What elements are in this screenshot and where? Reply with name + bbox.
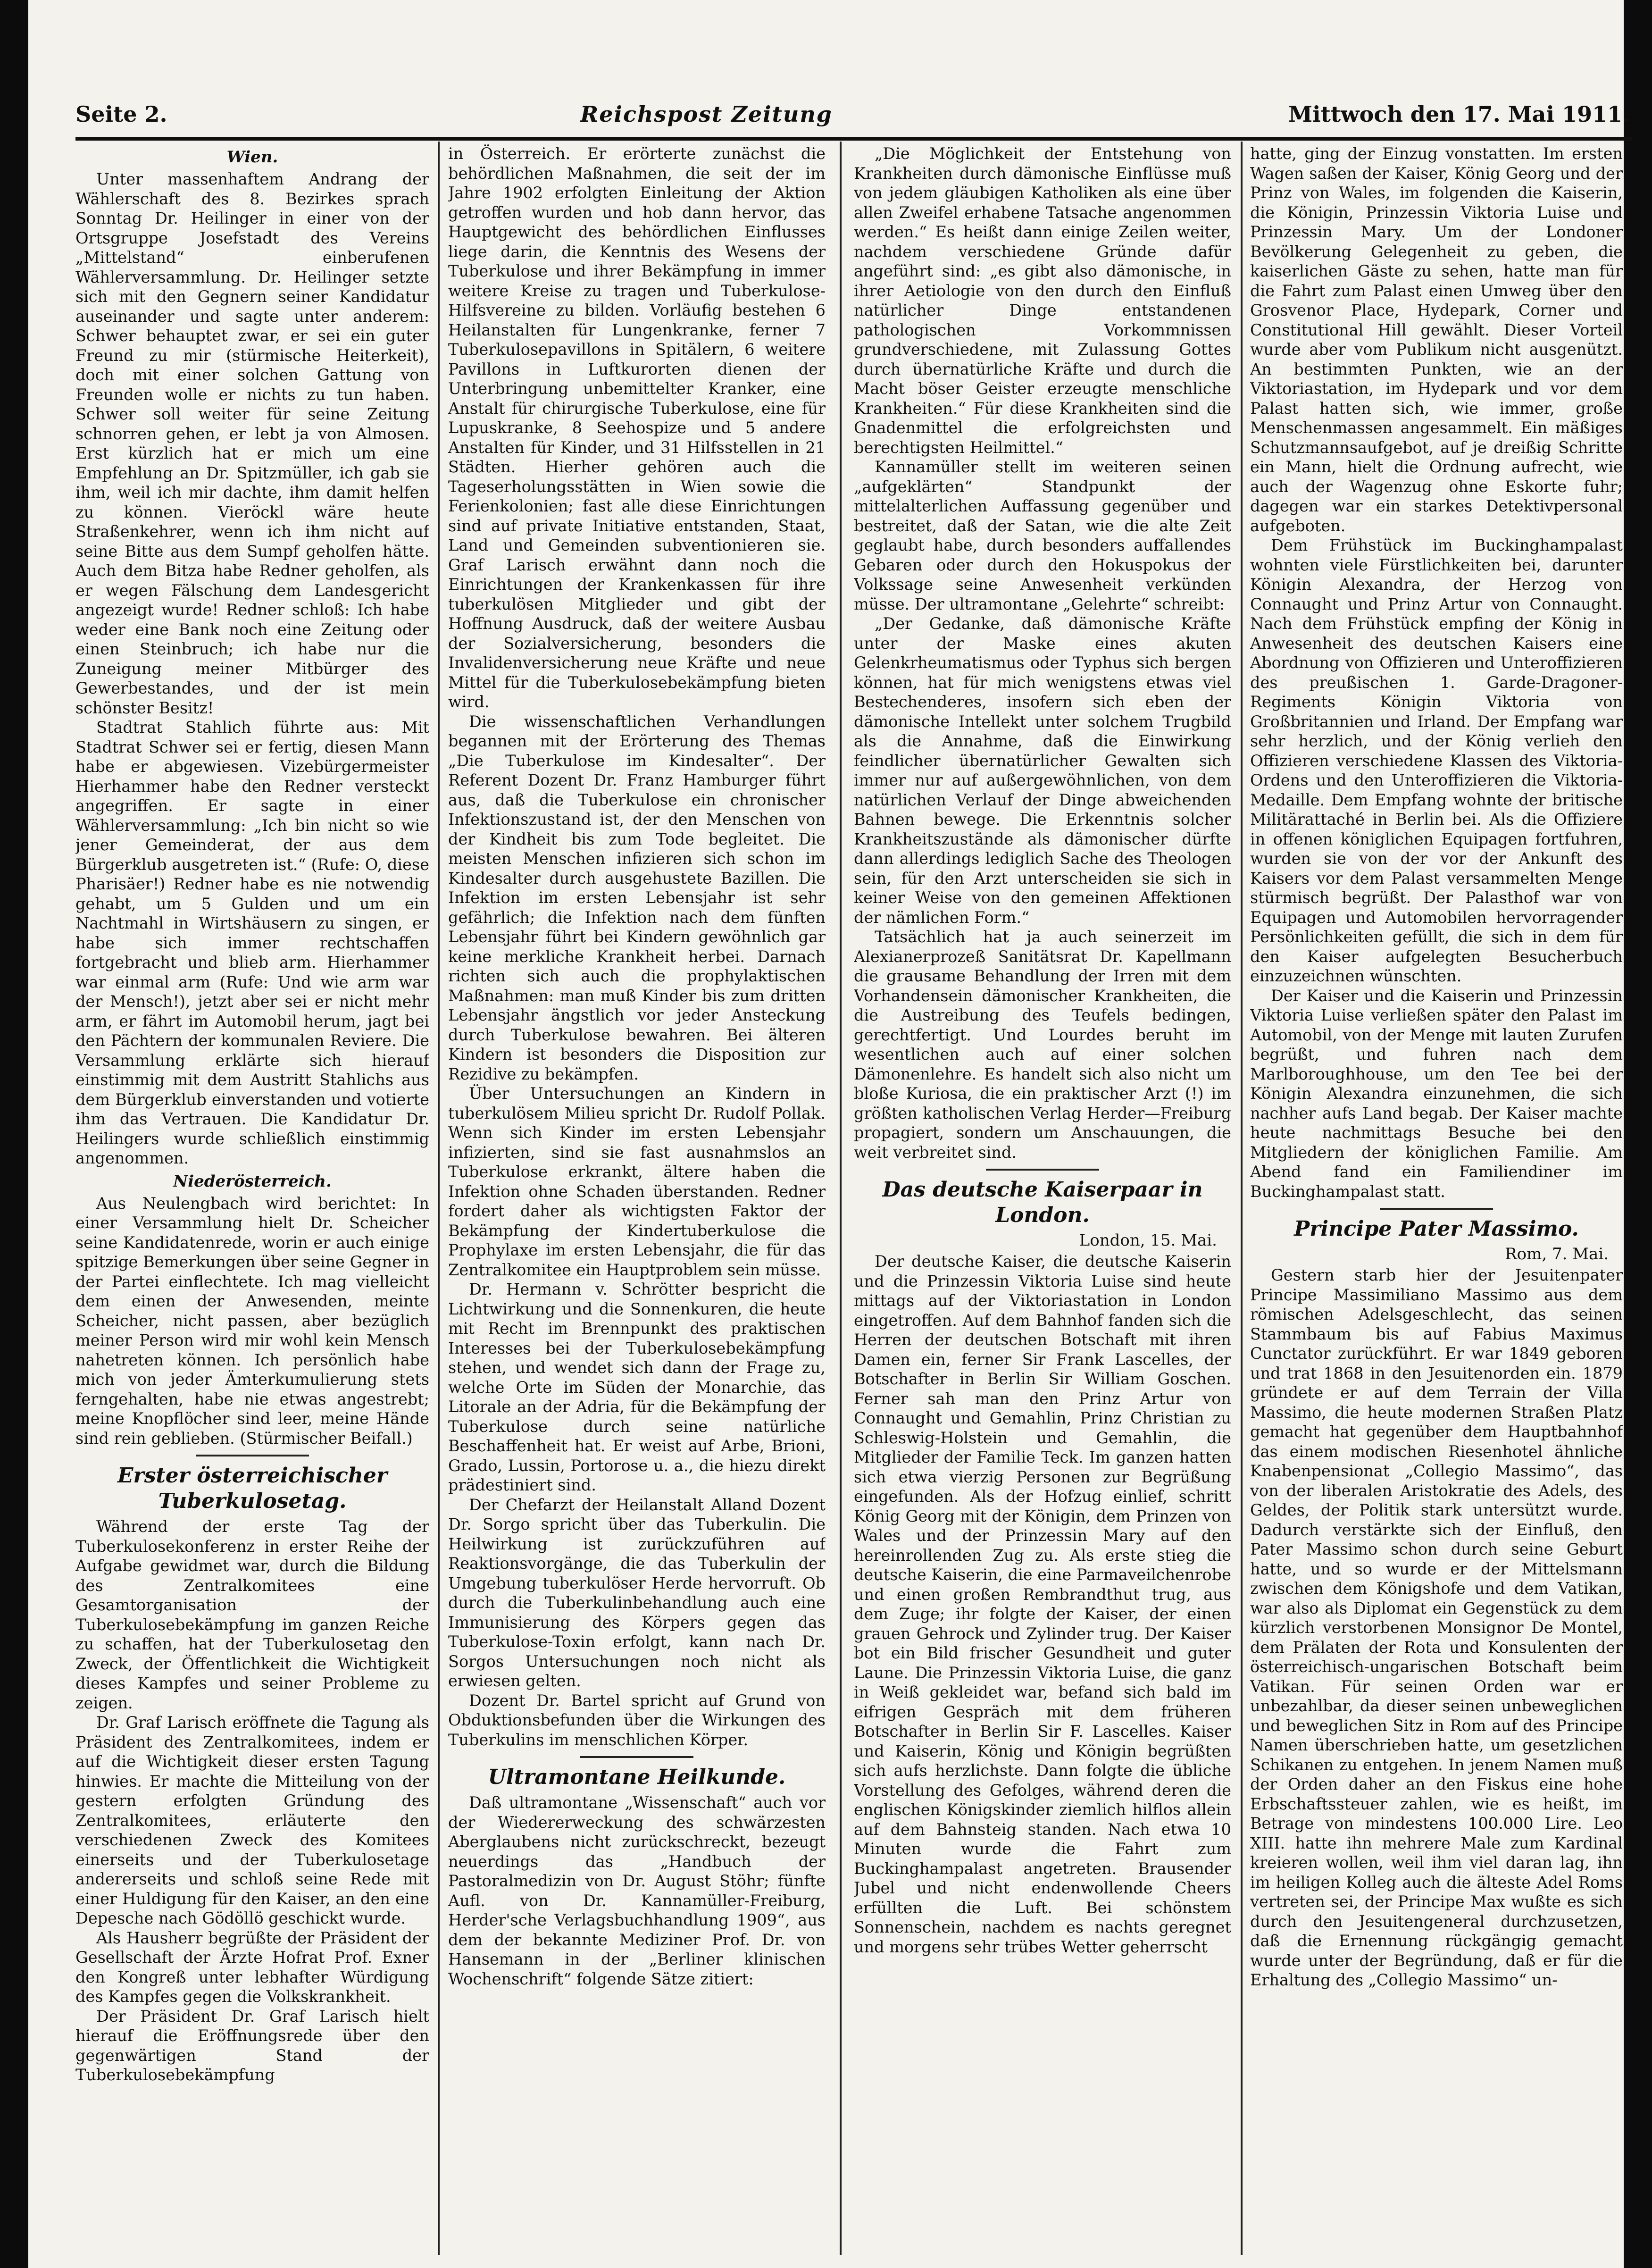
paragraph: Aus Neulengbach wird berichtet: In einer Versammlung hielt Dr. Scheicher seine Kandidatenrede, worin er auch einige spitzige Bemerkungen über seine Gegner in der Partei einflechtete. Ich mag vielleicht dem einen der Anwesenden, meinte Scheicher, nicht passen, aber bezüglich meiner Person wird mir wohl kein Mensch nahetreten können. Ich persönlich habe mich von jeder Ämterkumulierung stets ferngehalten, habe nie etwas angestrebt; meine Knopflöcher sind leer, meine Hände sind rein geblieben. (Stürmischer Beifall.) (75, 1194, 429, 1448)
paragraph: Unter massenhaftem Andrang der Wählerschaft des 8. Bezirkes sprach Sonntag Dr. Heilinger in einer von der Ortsgruppe Josefstadt des Vereins „Mittelstand“ einberufenen Wählerversammlung. Dr. Heilinger setzte sich mit den Gegnern seiner Kandidatur auseinander und sagte unter anderem: Schwer behauptet zwar, er sei ein guter Freund zu mir (stürmische Heiterkeit), doch mit einer solchen Gattung von Freunden wolle er nichts zu tun haben. Schwer soll weiter für seine Zeitung schnorren gehen, er lebt ja von Almosen. Erst kürzlich hat er mich um eine Empfehlung an Dr. Spitzmüller, ich gab sie ihm, weil ich mir dachte, ihm damit helfen zu können. Vieröckl wäre heute Straßenkehrer, wenn ich ihm nicht auf seine Bitte aus dem Sumpf geholfen hätte. Auch dem Bitza habe Redner geholfen, als er wegen Fälschung dem Landesgericht angezeigt wurde! Redner schloß: Ich habe weder eine Bank noch eine Zeitung oder einen Steinbruch; ich habe nur die Zuneigung meiner Mitbürger des Gewerbestandes, und der ist mein schönster Besitz! (75, 170, 429, 717)
page-number: Seite 2. (75, 101, 167, 127)
paragraph: Der Kaiser und die Kaiserin und Prinzessin Viktoria Luise verließen später den Palast im Automobil, von der Menge mit lauten Zurufen begrüßt, und fuhren nach dem Marlboroughhouse, um den Tee bei der Königin Alexandra einzunehmen, die sich nachher aufs Land begab. Der Kaiser machte heute nachmittags Besuche bei den Mitgliedern der königlichen Familie. Am Abend fand ein Familiendiner im Buckinghampalast statt. (1250, 986, 1623, 1201)
divider (580, 1756, 693, 1758)
column-2 (448, 144, 826, 2258)
issue-date: Mittwoch den 17. Mai 1911. (1288, 101, 1630, 127)
scan-border-right (1624, 0, 1652, 2268)
article-headline: Ultramontane Heilkunde. (488, 1765, 786, 1789)
paragraph: in Österreich. Er erörterte zunächst die behördlichen Maßnahmen, die seit der im Jahre 1902 erfolgten Einleitung der Aktion getroffen wurden und hob dann hervor, das Hauptgewicht des behördlichen Einflusses liege darin, die Kenntnis des Wesens der Tuberkulose und ihrer Bekämpfung in immer weitere Kreise zu tragen und Tuberkulose-Hilfsvereine zu bilden. Vorläufig bestehen 6 Heilanstalten für Lungenkranke, ferner 7 Tuberkulosepavillons in Spitälern, 6 weitere Pavillons in Luftkurorten dienen der Unterbringung unbemittelter Kranker, eine Anstalt für chirurgische Tuberkulose, eine für Lupuskranke, 8 Seehospize und 5 andere Anstalten für Kinder, und 31 Hilfsstellen in 21 Städten. Hierher gehören auch die Tageserholungsstätten in Wien sowie die Ferienkolonien; fast alle diese Einrichtungen sind auf private Initiative entstanden, Staat, Land und Gemeinden subventionieren sie. Graf Larisch erwähnt dann noch die Einrichtungen der Krankenkassen für ihre tuberkulösen Mitglieder und gibt der Hoffnung Ausdruck, daß der weitere Ausbau der Sozialversicherung, besonders die Invalidenversicherung neue Kräfte und neue Mittel für die Tuberkulosebekämpfung bieten wird. (448, 144, 826, 711)
page-header (75, 101, 1630, 139)
paragraph: Während der erste Tag der Tuberkulosekonferenz in erster Reihe der Aufgabe gewidmet war, durch die Bildung des Zentralkomitees eine Gesamtorganisation der Tuberkulosebekämpfung im ganzen Reiche zu schaffen, hat der Tuberkulosetag den Zweck, der Öffentlichkeit die Wichtigkeit dieses Kampfes und seiner Probleme zu zeigen. (75, 1517, 429, 1712)
column-rule (840, 142, 842, 2255)
paragraph: Als Hausherr begrüßte der Präsident der Gesellschaft der Ärzte Hofrat Prof. Exner den Kongreß unter lebhafter Würdigung des Kampfes gegen die Volkskrankheit. (75, 1928, 429, 2006)
paragraph: Die wissenschaftlichen Verhandlungen begannen mit der Erörterung des Themas „Die Tuberkulose im Kindesalter“. Der Referent Dozent Dr. Franz Hamburger führt aus, daß die Tuberkulose ein chronischer Infektionszustand ist, der den Menschen von der Kindheit bis zum Tode begleitet. Die meisten Menschen infizieren sich schon im Kindesalter durch ausgehustete Bazillen. Die Infektion im ersten Lebensjahr ist sehr gefährlich; die Infektion nach dem fünften Lebensjahr führt bei Kindern gewöhnlich gar keine merkliche Krankheit herbei. Darnach richten sich auch die prophylaktischen Maßnahmen: man muß Kinder bis zum dritten Lebensjahr ängstlich vor jeder Ansteckung durch Tuberkulose bewahren. Bei älteren Kindern ist besonders die Disposition zur Rezidive zu bekämpfen. (448, 712, 826, 1083)
column-rule (1241, 142, 1243, 2255)
article-headline: Principe Pater Massimo. (1294, 1217, 1579, 1241)
dateline: London, 15. Mai. (1079, 1231, 1217, 1250)
paragraph: Der Chefarzt der Heilanstalt Alland Dozent Dr. Sorgo spricht über das Tuberkulin. Die Heilwirkung ist zurückzuführen auf Reaktionsvorgänge, die das Tuberkulin der Umgebung tuberkulöser Herde hervorruft. Ob durch die Tuberkulinbehandlung auch eine Immunisierung des Körpers gegen das Tuberkulose-Toxin erfolgt, kann nach Dr. Sorgos Untersuchungen noch nicht als erwiesen gelten. (448, 1495, 826, 1690)
paragraph: Dozent Dr. Bartel spricht auf Grund von Obduktionsbefunden über die Wirkungen des Tuberkulins im menschlichen Körper. (448, 1691, 826, 1749)
paragraph: „Der Gedanke, daß dämonische Kräfte unter der Maske eines akuten Gelenkrheumatismus oder Typhus sich bergen können, hat für mich wenigstens etwas viel Bestechenderes, insofern sich eben der dämonische Intellekt unter solchem Trugbild als die Annahme, daß die Einwirkung feindlicher übernatürlicher Gewalten sich immer nur auf außergewöhnlichen, von dem natürlichen Verlauf der Dinge abweichenden Bahnen bewege. Die Erkenntnis solcher Krankheitszustände als dämonischer dürfte dann allerdings lediglich Sache des Theologen sein, für den Arzt unterscheiden sie sich in keiner Weise von den gemeinen Affektionen der nämlichen Form.“ (854, 614, 1231, 927)
divider (196, 1455, 309, 1456)
article-headline: Das deutsche Kaiserpaar in London. (882, 1178, 1203, 1227)
article-headline: Erster österreichischer Tuberkulosetag. (117, 1464, 388, 1513)
dateline: Rom, 7. Mai. (1505, 1245, 1609, 1264)
paragraph: Über Untersuchungen an Kindern in tuberkulösem Milieu spricht Dr. Rudolf Pollak. Wenn sich Kinder im ersten Lebensjahr infizierten, sind sie fast ausnahmslos an Tuberkulose erkrankt, ältere haben die Infektion ohne Schaden überstanden. Redner fordert daher als wichtigsten Faktor der Bekämpfung der Kindertuberkulose die Prophylaxe im ersten Lebensjahr, die für das Zentralkomitee ein Hauptproblem sein müsse. (448, 1084, 826, 1279)
column-rule (438, 142, 440, 2255)
paragraph: Stadtrat Stahlich führte aus: Mit Stadtrat Schwer sei er fertig, diesen Mann habe er abgewiesen. Vizebürgermeister Hierhammer habe den Redner versteckt angegriffen. Er sagte in einer Wählerversammlung: „Ich bin nicht so wie jener Gemeinderat, der aus dem Bürgerklub ausgetreten ist.“ (Rufe: O, diese Pharisäer!) Redner habe es nie notwendig gehabt, um 5 Gulden und um ein Nachtmahl in Wirtshäusern zu singen, er habe sich immer rechtschaffen fortgebracht und blieb arm. Hierhammer war einmal arm (Rufe: Und wie arm war der Mensch!), jetzt aber sei er nicht mehr arm, er fährt im Automobil herum, jagt bei den Pächtern der kommunalen Reviere. Die Versammlung erklärte sich hierauf einstimmig mit dem Austritt Stahlichs aus dem Bürgerklub einverstanden und votierte ihm das Vertrauen. Die Kandidatur Dr. Heilingers wurde schließlich einstimmig angenommen. (75, 718, 429, 1167)
divider (986, 1169, 1099, 1171)
divider (1380, 1208, 1493, 1210)
section-heading: Wien. (226, 148, 278, 167)
paragraph: Der Präsident Dr. Graf Larisch hielt hierauf die Eröffnungsrede über den gegenwärtigen Stand der Tuberkulosebekämpfung (75, 2007, 429, 2084)
column-3 (854, 144, 1231, 2258)
paragraph: Gestern starb hier der Jesuitenpater Principe Massimiliano Massimo aus dem römischen Adelsgeschlecht, das seinen Stammbaum bis auf Fabius Maximus Cunctator zurückführt. Er war 1849 geboren und trat 1868 in den Jesuitenorden ein. 1879 gründete er auf dem Terrain der Villa Massimo, die heute modernen Straßen Platz gemacht hat gegenüber dem Hauptbahnhof das einem modischen Riesenhotel ähnliche Knabenpensionat „Collegio Massimo“, das von der liberalen Aristokratie des Adels, des Geldes, der Politik stark untersützt wurde. Dadurch verstärkte sich der Einfluß, den Pater Massimo schon durch seine Geburt hatte, und so wurde er der Mittelsmann zwischen dem Königshofe und dem Vatikan, war also als Diplomat ein Gegenstück zu dem kürzlich verstorbenen Monsignor De Montel, dem Prälaten der Rota und Konsulenten der österreichisch-ungarischen Botschaft beim Vatikan. Für seinen Orden war er unbezahlbar, da dieser seinen unbeweglichen und beweglichen Sitz in Rom auf des Principe Namen überschrieben hatte, um gesetzlichen Schikanen zu entgehen. In jenem Namen muß der Orden daher an den Fiskus eine hohe Erbschaftssteuer zahlen, wie es heißt, im Betrage von mindestens 100.000 Lire. Leo XIII. hatte ihn mehrere Male zum Kardinal kreieren wollen, weil ihm viel daran lag, ihn im heiligen Kolleg auch die älteste Adel Roms vertreten sei, der Principe Max wußte es sich durch den Jesuitengeneral durchzusetzen, daß die Ernennung rückgängig gemacht wurde unter der Begründung, daß er für die Erhaltung des „Collegio Massimo“ un- (1250, 1266, 1623, 1989)
paragraph: „Die Möglichkeit der Entstehung von Krankheiten durch dämonische Einflüsse muß von jedem gläubigen Katholiken als eine über allen Zweifel erhabene Tatsache angenommen werden.“ Es heißt dann einige Zeilen weiter, nachdem verschiedene Gründe dafür angeführt sind: „es gibt also dämonische, in ihrer Aetiologie von den durch den Einfluß natürlicher Dinge entstandenen pathologischen Vorkommnissen grundverschiedene, mit Zulassung Gottes durch übernatürliche Kräfte und durch die Macht böser Geister erzeugte menschliche Krankheiten.“ Für diese Krankheiten sind die Gnadenmittel die erfolgreichsten und berechtigsten Heilmittel.“ (854, 144, 1231, 457)
paragraph: Dem Frühstück im Buckinghampalast wohnten viele Fürstlichkeiten bei, darunter Königin Alexandra, der Herzog von Connaught und Prinz Artur von Connaught. Nach dem Frühstück empfing der König in Anwesenheit des deutschen Kaisers eine Abordnung von Offizieren und Unteroffizieren des preußischen 1. Garde-Dragoner-Regiments Königin Viktoria von Großbritannien und Irland. Der Empfang war sehr herzlich, und der König verlieh den Offizieren verschiedene Klassen des Viktoria-Ordens und den Unteroffizieren die Viktoria-Medaille. Dem Empfang wohnte der britische Militärattaché in Berlin bei. Als die Offiziere in offenen königlichen Equipagen fortfuhren, wurden sie von der vor der Ankunft des Kaisers vor dem Palast versammelten Menge stürmisch begrüßt. Der Palasthof war von Equipagen und Automobilen hervorragender Persönlichkeiten gefüllt, die sich in dem für den Kaiser aufgelegten Besucherbuch einzuzeichnen wünschten. (1250, 536, 1623, 985)
paragraph: Dr. Hermann v. Schrötter bespricht die Lichtwirkung und die Sonnenkuren, die heute mit Recht im Brennpunkt des praktischen Interesses bei der Tuberkulosebekämpfung stehen, und wendet sich dann der Frage zu, welche Orte im Süden der Monarchie, das Litorale an der Adria, für die Bekämpfung der Tuberkulose durch seine natürliche Beschaffenheit hat. Er weist auf Arbe, Brioni, Grado, Lussin, Portorose u. a., die hiezu direkt prädestiniert sind. (448, 1280, 826, 1494)
column-4 (1250, 144, 1623, 2258)
paragraph: Dr. Graf Larisch eröffnete die Tagung als Präsident des Zentralkomitees, indem er auf die Wichtigkeit dieser ersten Tagung hinwies. Er machte die Mitteilung von der gestern erfolgten Gründung des Zentralkomitees, erläuterte den verschiedenen Zweck des Komitees einerseits und der Tuberkulosetage andererseits und schloß seine Rede mit einer Huldigung für den Kaiser, an den eine Depesche nach Gödöllö geschickt wurde. (75, 1713, 429, 1927)
section-heading: Niederösterreich. (173, 1172, 332, 1191)
header-rule (75, 137, 1632, 141)
paragraph: Der deutsche Kaiser, die deutsche Kaiserin und die Prinzessin Viktoria Luise sind heute mittags auf der Viktoriastation in London eingetroffen. Auf dem Bahnhof fanden sich die Herren der deutschen Botschaft mit ihren Damen ein, ferner Sir Frank Lascelles, der Botschafter in Berlin Sir William Goschen. Ferner sah man den Prinz Artur von Connaught und Gemahlin, Prinz Christian zu Schleswig-Holstein und Gemahlin, die Mitglieder der Familie Teck. Im ganzen hatten sich etwa vierzig Personen zur Begrüßung eingefunden. Als der Hofzug einlief, schritt König Georg mit der Königin, dem Prinzen von Wales und der Prinzessin Mary auf den hereinrollenden Zug zu. Als erste stieg die deutsche Kaiserin, die eine Parmaveilchenrobe und einen großen Rembrandthut trug, aus dem Zuge; ihr folgte der Kaiser, der einen grauen Gehrock und Zylinder trug. Der Kaiser bot ein Bild frischer Gesundheit und guter Laune. Die Prinzessin Viktoria Luise, die ganz in Weiß gekleidet war, befand sich bald im eifrigen Gespräch mit dem früheren Botschafter in Berlin Sir F. Lascelles. Kaiser und Kaiserin, König und Königin begrüßten sich aufs herzlichste. Dann folgte die übliche Vorstellung des Gefolges, während deren die englischen Königskinder ziemlich hilflos allein auf dem Bahnsteig standen. Nach etwa 10 Minuten wurde die Fahrt zum Buckinghampalast angetreten. Brausender Jubel und nicht endenwollende Cheers erfüllten die Luft. Bei schönstem Sonnenschein, nachdem es nachts geregnet und morgens sehr trübes Wetter geherrscht (854, 1252, 1231, 1956)
paragraph: Kannamüller stellt im weiteren seinen „aufgeklärten“ Standpunkt der mittelalterlichen Auffassung gegenüber und bestreitet, daß der Satan, wie die alte Zeit geglaubt habe, durch besonders auffallendes Gebaren oder durch den Hokuspokus der Volkssage seine Anwesenheit verkünden müsse. Der ultramontane „Gelehrte“ schreibt: (854, 458, 1231, 613)
masthead: Reichspost Zeitung (580, 101, 833, 127)
paragraph: Tatsächlich hat ja auch seinerzeit im Alexianerprozeß Sanitätsrat Dr. Kapellmann die grausame Behandlung der Irren mit dem Vorhandensein dämonischer Krankheiten, die die Austreibung des Teufels bedingen, gerechtfertigt. Und Lourdes beruht im wesentlichen auch auf einer solchen Dämonenlehre. Es handelt sich also nicht um bloße Kuriosa, die ein praktischer Arzt (!) im größten katholischen Verlag Herder—Freiburg propagiert, sondern um Anschauungen, die weit verbreitet sind. (854, 928, 1231, 1162)
scan-border-left (0, 0, 28, 2268)
paragraph: hatte, ging der Einzug vonstatten. Im ersten Wagen saßen der Kaiser, König Georg und der Prinz von Wales, im folgenden die Kaiserin, die Königin, Prinzessin Viktoria Luise und Prinzessin Mary. Um der Londoner Bevölkerung Gelegenheit zu geben, die kaiserlichen Gäste zu sehen, hatte man für die Fahrt zum Palast einen Umweg über den Grosvenor Place, Hydepark, Corner und Constitutional Hill gewählt. Dieser Vorteil wurde aber vom Publikum nicht ausgenützt. An bestimmten Punkten, wie an der Viktoriastation, im Hydepark und vor dem Palast hatten sich, wie immer, große Menschenmassen angesammelt. Ein mäßiges Schutzmannsaufgebot, auf je dreißig Schritte ein Mann, hielt die Ordnung aufrecht, wie auch der Wagenzug ohne Eskorte fuhr; dagegen war ein starkes Detektivpersonal aufgeboten. (1250, 144, 1623, 535)
paragraph: Daß ultramontane „Wissenschaft“ auch vor der Wiedererweckung des schwärzesten Aberglaubens nicht zurückschreckt, bezeugt neuerdings das „Handbuch der Pastoralmedizin von Dr. August Stöhr; fünfte Aufl. von Dr. Kannamüller-Freiburg, Herder'sche Verlagsbuchhandlung 1909“, aus dem der bekannte Mediziner Prof. Dr. von Hansemann in der „Berliner klinischen Wochenschrift“ folgende Sätze zitiert: (448, 1793, 826, 1988)
column-1 (75, 144, 429, 2258)
